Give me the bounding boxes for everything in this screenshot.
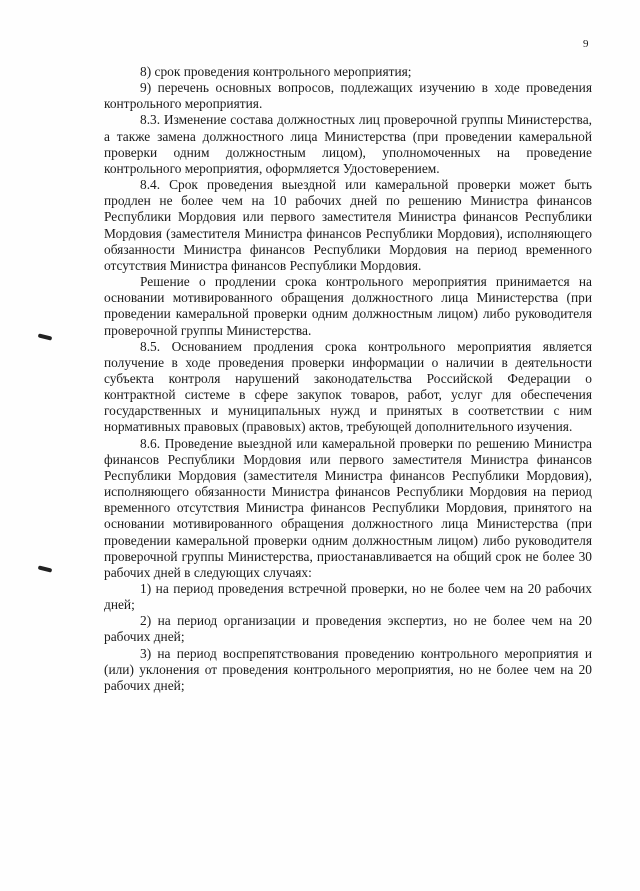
document-body	[104, 64, 592, 694]
paragraph-item-9: 9) перечень основных вопросов, подлежащих изучению в ходе проведения контрольного мероприятия.	[104, 80, 592, 112]
paragraph-case-3: 3) на период воспрепятствования проведению контрольного мероприятия и (или) уклонения от проведения контрольного мероприятия, но не более чем на 20 рабочих дней;	[104, 645, 592, 693]
paragraph-8-3: 8.3. Изменение состава должностных лиц проверочной группы Министерства, а также замена должностного лица Министерства (при проведении камеральной проверки одним должностным лицом), уполномоченных на проведение контрольного мероприятия, оформляется Удостоверением.	[104, 112, 592, 176]
paragraph-case-2: 2) на период организации и проведения экспертиз, но не более чем на 20 рабочих дней;	[104, 613, 592, 645]
paragraph-item-8: 8) срок проведения контрольного мероприятия;	[140, 64, 412, 79]
paragraph-8-4: 8.4. Срок проведения выездной или камеральной проверки может быть продлен не более чем на 10 рабочих дней по решению Министра финансов Республики Мордовия или первого заместителя Министра финансов Республики Мордовия (заместителя Министра финансов Республики Мордовия), исполняющего обязанности Министра финансов Республики Мордовия на период временного отсутствия Министра финансов Республики Мордовия.	[104, 177, 592, 273]
paragraph-8-6: 8.6. Проведение выездной или камеральной проверки по решению Министра финансов Республики Мордовия или первого заместителя Министра финансов Республики Мордовия (заместителя Министра финансов Республики Мордовия), исполняющего обязанности Министра финансов Республики Мордовия на период временного отсутствия Министра финансов Республики Мордовия, принятого на основании мотивированного обращения должностного лица Министерства (при проведении камеральной проверки одним должностным лицом) либо руководителя проверочной группы Министерства, приостанавливается на общий срок не более 30 рабочих дней в следующих случаях:	[104, 435, 592, 580]
page-number: 9	[583, 38, 589, 50]
scan-mark	[38, 333, 53, 340]
scan-mark	[38, 565, 53, 572]
paragraph-extension-decision: Решение о продлении срока контрольного мероприятия принимается на основании мотивированного обращения должностного лица Министерства (при проведении камеральной проверки одним должностным лицом) либо руководителя проверочной группы Министерства.	[104, 274, 592, 338]
paragraph-case-1: 1) на период проведения встречной проверки, но не более чем на 20 рабочих дней;	[104, 581, 592, 613]
paragraph-8-5: 8.5. Основанием продления срока контрольного мероприятия является получение в ходе проведения проверки информации о наличии в деятельности субъекта контроля нарушений законодательства Российской Федерации о контрактной системе в сфере закупок товаров, работ, услуг для обеспечения государственных и муниципальных нужд и принятых в соответствии с ним нормативных правовых (правовых) актов, требующей дополнительного изучения.	[104, 338, 592, 435]
